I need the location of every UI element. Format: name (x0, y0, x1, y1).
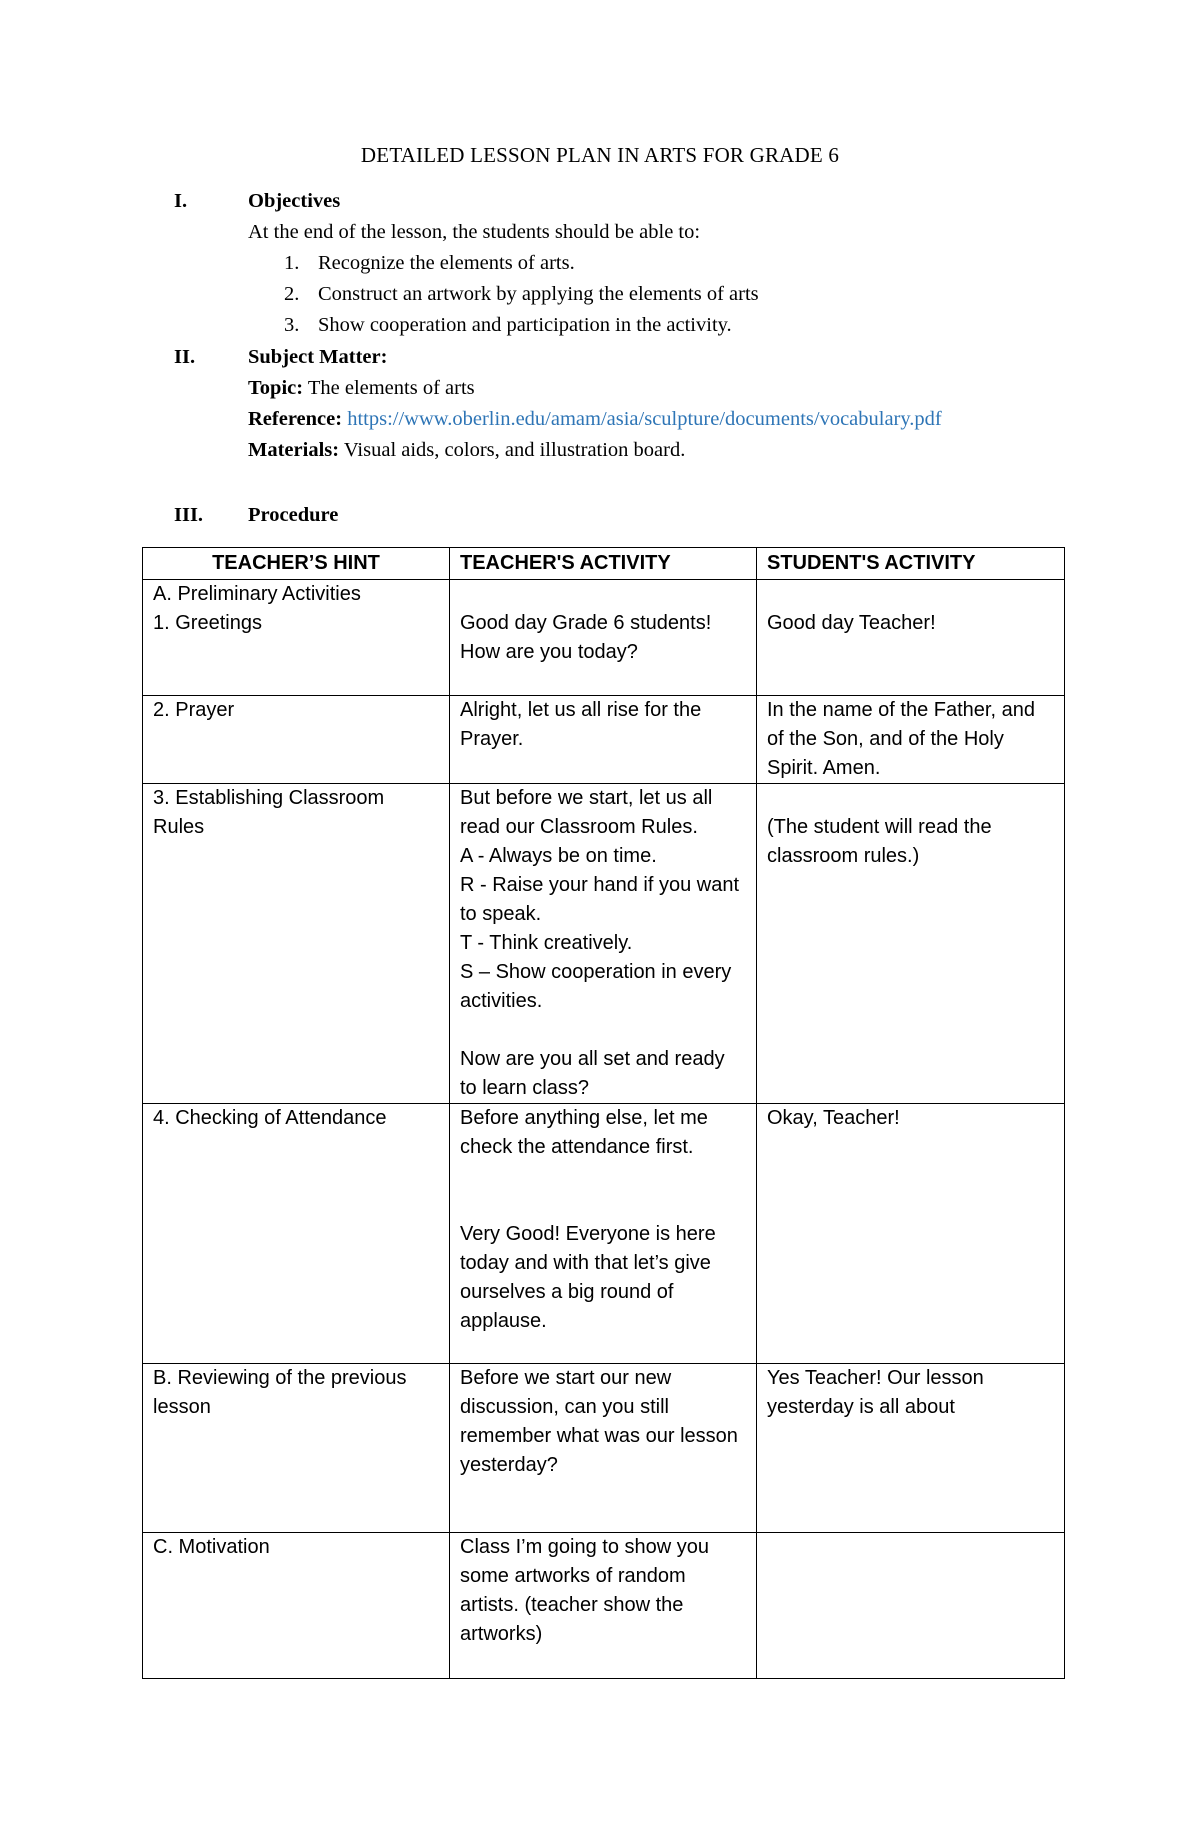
header-teachers-activity: TEACHER'S ACTIVITY (450, 548, 757, 580)
table-row (143, 696, 1065, 784)
teacher-text: Good day Grade 6 students! (460, 612, 712, 634)
hint-text: 1. Greetings (153, 612, 262, 634)
cell-spacer (460, 1191, 746, 1220)
procedure-heading: Procedure (248, 504, 339, 526)
teacher-cell (450, 580, 757, 696)
teacher-text: S – Show cooperation in every activities. (460, 961, 732, 1012)
subject-matter-heading: Subject Matter: (248, 346, 388, 368)
teacher-text: A - Always be on time. (460, 845, 657, 867)
student-text: Okay, Teacher! (767, 1107, 900, 1129)
student-cell (757, 784, 1065, 1104)
table-row (143, 784, 1065, 1104)
student-cell (757, 1364, 1065, 1533)
student-cell (757, 1104, 1065, 1364)
teacher-text: How are you today? (460, 641, 638, 663)
page-title: DETAILED LESSON PLAN IN ARTS FOR GRADE 6 (360, 143, 840, 167)
header-students-activity: STUDENT'S ACTIVITY (757, 548, 1065, 580)
topic-line (248, 373, 1074, 404)
table-row (143, 1104, 1065, 1364)
cell-spacer (460, 1016, 746, 1045)
objective-item (248, 279, 1074, 310)
teacher-cell (450, 696, 757, 784)
topic-label: Topic: (248, 377, 304, 399)
objective-number: 3. (284, 314, 300, 336)
topic-value: The elements of arts (307, 377, 475, 399)
table-row (143, 1533, 1065, 1679)
teacher-text: R - Raise your hand if you want to speak. (460, 874, 740, 925)
hint-text: 3. Establishing Classroom Rules (153, 787, 385, 838)
objective-text: Show cooperation and participation in the activity. (318, 314, 732, 336)
hint-cell (143, 1104, 450, 1364)
objective-text: Recognize the elements of arts. (318, 252, 575, 274)
objectives-numeral: I. (174, 190, 188, 212)
student-cell (757, 580, 1065, 696)
cell-spacer (460, 1162, 746, 1191)
student-text: Good day Teacher! (767, 612, 936, 634)
reference-line (248, 404, 1074, 435)
objective-item (248, 248, 1074, 279)
teacher-cell (450, 1364, 757, 1533)
teacher-cell (450, 1104, 757, 1364)
teacher-text: But before we start, let us all read our Classroom Rules. (460, 787, 713, 838)
teacher-text: Now are you all set and ready to learn class? (460, 1048, 725, 1099)
objective-text: Construct an artwork by applying the elements of arts (318, 283, 759, 305)
hint-cell (143, 580, 450, 696)
student-text: Yes Teacher! Our lesson yesterday is all about (767, 1367, 984, 1418)
cell-spacer (460, 580, 746, 609)
teacher-text: T - Think creatively. (460, 932, 633, 954)
table-row (143, 580, 1065, 696)
objectives-intro: At the end of the lesson, the students should be able to: (248, 221, 701, 243)
student-text: (The student will read the classroom rules.) (767, 816, 992, 867)
cell-spacer (767, 580, 1054, 609)
student-cell (757, 696, 1065, 784)
hint-text: 4. Checking of Attendance (153, 1107, 387, 1129)
materials-label: Materials: (248, 439, 340, 461)
procedure-table (142, 547, 1065, 1679)
hint-text: B. Reviewing of the previous lesson (153, 1367, 407, 1418)
subject-matter-numeral: II. (174, 346, 196, 368)
hint-cell (143, 1533, 450, 1679)
table-row (143, 1364, 1065, 1533)
objective-number: 2. (284, 283, 300, 305)
table-header-row (143, 548, 1065, 580)
student-cell (757, 1533, 1065, 1679)
reference-link[interactable]: https://www.oberlin.edu/amam/asia/sculpture/documents/vocabulary.pdf (347, 408, 942, 430)
objectives-heading: Objectives (248, 190, 341, 212)
teacher-cell (450, 1533, 757, 1679)
procedure-numeral: III. (174, 504, 204, 526)
teacher-text: Alright, let us all rise for the Prayer. (460, 699, 702, 750)
student-text: In the name of the Father, and of the Son, and of the Holy Spirit. Amen. (767, 699, 1035, 779)
objective-item (248, 310, 1074, 341)
teacher-text: Before anything else, let me check the attendance first. (460, 1107, 708, 1158)
hint-cell (143, 696, 450, 784)
objective-number: 1. (284, 252, 300, 274)
hint-cell (143, 784, 450, 1104)
teacher-text: Before we start our new discussion, can you still remember what was our lesson yesterday? (460, 1367, 738, 1476)
hint-text: C. Motivation (153, 1536, 270, 1558)
cell-spacer (767, 784, 1054, 813)
reference-label: Reference: (248, 408, 343, 430)
hint-cell (143, 1364, 450, 1533)
objectives-section (174, 186, 1074, 341)
objectives-list (248, 248, 1074, 341)
materials-value: Visual aids, colors, and illustration board. (343, 439, 686, 461)
header-teachers-hint: TEACHER’S HINT (143, 548, 450, 580)
hint-text: A. Preliminary Activities (153, 583, 361, 605)
procedure-section (174, 500, 1074, 531)
hint-text: 2. Prayer (153, 699, 235, 721)
teacher-text: Very Good! Everyone is here today and with that let’s give ourselves a big round of applause. (460, 1223, 716, 1332)
teacher-text: Class I’m going to show you some artworks of random artists. (teacher show the artworks) (460, 1536, 710, 1645)
subject-matter-section (174, 342, 1074, 466)
materials-line (248, 435, 1074, 466)
teacher-cell (450, 784, 757, 1104)
